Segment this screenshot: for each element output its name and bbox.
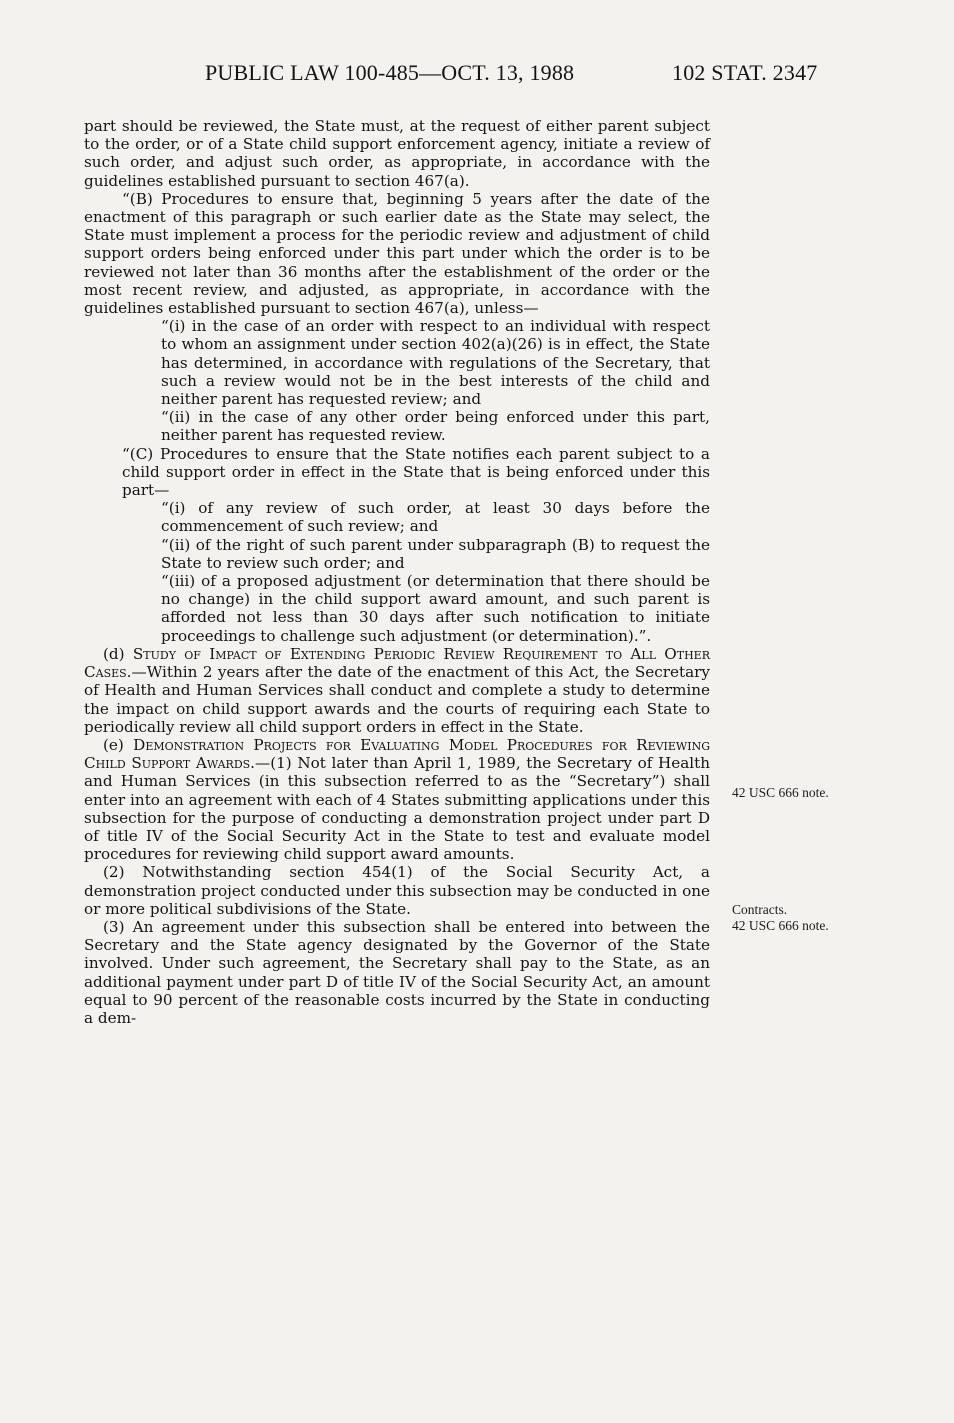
clause-b-ii: “(ii) in the case of any other order being enforced under this part, neither parent has requested review. — [161, 408, 710, 445]
margin-note-usc: 42 USC 666 note. — [732, 785, 829, 800]
subsection-d-heading: Study of Impact of Extending Periodic Review Requirement to All Other Cases. — [84, 644, 710, 682]
margin-note-usc-2: 42 USC 666 note. — [732, 918, 829, 933]
clause-c-i: “(i) of any review of such order, at least 30 days before the commencement of such review; and — [161, 499, 710, 536]
subsection-d: (d) Study of Impact of Extending Periodic Review Requirement to All Other Cases.—Within 2 years after the date of the enactment of this Act, the Secretary of Health and Human Services shall conduct and complete a study to determine the impact on child support awards and the courts of requiring each State to periodically review all child support orders in effect in the State. — [84, 644, 710, 736]
paragraph-c: “(C) Procedures to ensure that the State notifies each parent subject to a child support order in effect in the State that is being enforced under this part— — [122, 444, 710, 500]
subsection-e-3: (3) An agreement under this subsection shall be entered into between the Secretary and the State agency designated by the Governor of the State involved. Under such agreement, the Secretary shall pay to the State, as an additional payment under part D of title IV of the Social Security Act, an amount equal to 90 percent of the reasonable costs incurred by the State in conducting a dem- — [84, 917, 710, 1027]
subsection-e-heading: Demonstration Projects for Evaluating Model Procedures for Reviewing Child Support Awards. — [84, 735, 710, 773]
clause-b-i: “(i) in the case of an order with respect to an individual with respect to whom an assignment under section 402(a)(26) is in effect, the State has determined, in accordance with regulations of the Secretary, that such a review would not be in the best interests of the child and neither parent has requested review; and — [161, 317, 710, 409]
subsection-e-2: (2) Notwithstanding section 454(1) of the Social Security Act, a demonstration project conducted under this subsection may be conducted in one or more political subdivisions of the State. — [84, 863, 710, 918]
clause-c-ii: “(ii) of the right of such parent under subparagraph (B) to request the State to review such order; and — [161, 535, 710, 572]
clause-c-iii: “(iii) of a proposed adjustment (or determination that there should be no change) in the child support award amount, and such parent is afforded not less than 30 days after such notification to initiate proceedings to challenge such adjustment (or determination).”. — [161, 572, 710, 645]
statute-page-number: 102 STAT. 2347 — [672, 60, 818, 85]
law-citation: PUBLIC LAW 100-485—OCT. 13, 1988 — [205, 60, 575, 85]
subsection-e: (e) Demonstration Projects for Evaluating Model Procedures for Reviewing Child Support Awards.—(1) Not later than April 1, 1989, the Secretary of Health and Human Services (in this subsection referred to as the “Secretary”) shall enter into an agreement with each of 4 States submitting applications under this subsection for the purpose of conducting a demonstration project under part D of title IV of the Social Security Act in the State to test and evaluate model procedures for reviewing child support award amounts. — [84, 735, 710, 864]
paragraph-b: “(B) Procedures to ensure that, beginning 5 years after the date of the enactment of this paragraph or such earlier date as the State may select, the State must implement a process for the periodic review and adjustment of child support orders being enforced under this part under which the order is to be reviewed not later than 36 months after the establishment of the order or the most recent review, and adjusted, as appropriate, in accordance with the guidelines established pursuant to section 467(a), unless— — [84, 189, 710, 318]
margin-note-contracts: Contracts. — [732, 902, 788, 917]
statute-text — [84, 117, 710, 1027]
page-header — [0, 60, 954, 94]
paragraph-continuation: part should be reviewed, the State must, at the request of either parent subject to the order, or of a State child support enforcement agency, initiate a review of such order, and adjust such order, as appropriate, in accordance with the guidelines established pursuant to section 467(a). — [84, 117, 710, 190]
